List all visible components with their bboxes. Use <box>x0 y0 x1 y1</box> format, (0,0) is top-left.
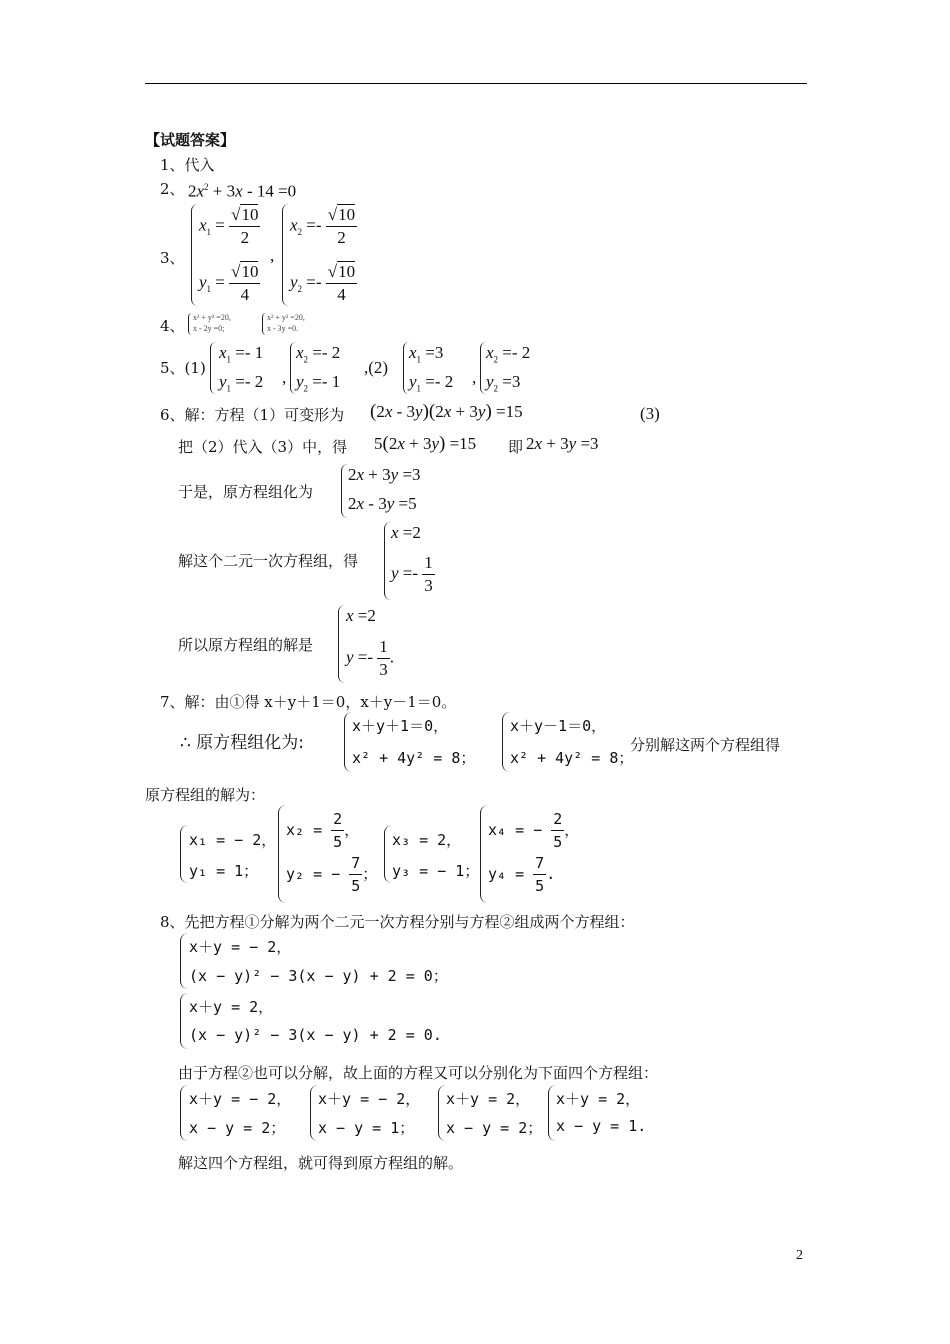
answer-6-intro: 6、解：方程（1）可变形为 <box>160 406 345 424</box>
answer-6-sys1-r1: 2x + 3y =3 <box>348 465 421 484</box>
answer-4-number: 4、 <box>160 317 185 335</box>
answer-3-x1: $x_1$ = $\frac{√10}{2}$ <box>199 205 259 247</box>
answer-8-brace-2 <box>180 993 188 1049</box>
answer-8-mid: 由于方程②也可以分解，故上面的方程又可以分别化为下面四个方程组： <box>178 1064 659 1082</box>
answer-8-s3-r2: x − y = 2； <box>189 1119 286 1137</box>
answer-8-s4-r1: x＋y = − 2， <box>318 1090 421 1108</box>
answer-3-y1: $y_1$ = $\frac{√10}{4}$ <box>199 262 259 304</box>
answer-5-brace-1 <box>210 342 216 394</box>
answer-7-sol2-y: y₂ = − $\frac{7}{5}$ ； <box>286 854 378 895</box>
answer-3-brace-2 <box>282 204 289 306</box>
answer-7-brace-1 <box>344 712 352 772</box>
answer-7-sys2-r2: x² + 4y² = 8； <box>510 749 634 767</box>
answer-8-s3-r1: x＋y = − 2， <box>189 1090 292 1108</box>
answer-8-s5-r2: x − y = 2； <box>446 1119 543 1137</box>
answer-4-brace-1 <box>188 313 192 335</box>
answer-5-mid: ,(2) <box>364 358 389 377</box>
answer-7-sol-brace-2 <box>278 805 286 903</box>
answer-8-brace-6 <box>548 1085 556 1141</box>
answer-6-line2-eq: 5(2x + 3y) =15 <box>374 433 477 454</box>
page-number: 2 <box>796 1248 803 1263</box>
answer-3-comma: , <box>270 246 275 265</box>
answer-6-eq-3: (2x - 3y)(2x + 3y) =15 <box>370 401 523 422</box>
answer-8-sys1-r2: (x − y)² − 3(x − y) + 2 = 0； <box>189 967 448 985</box>
answer-7-intro: 7、解：由①得 x＋y＋1＝0，x＋y－1＝0。 <box>160 693 457 711</box>
answer-6-brace-1 <box>341 464 348 518</box>
answer-4-sys1-row1: x² + y² =20, <box>193 313 231 322</box>
answer-6-line2-text: 把（2）代入（3）中，得 <box>178 438 348 456</box>
answer-6-line4-text: 解这个二元一次方程组，得 <box>178 552 359 570</box>
answer-3-x2: $x_2$ =- $\frac{√10}{2}$ <box>290 205 356 247</box>
answer-8-sys2-r1: x＋y = 2， <box>189 998 274 1016</box>
answer-5-s4-x: $x_2 =- 2$ <box>486 343 531 365</box>
answer-8-s6-r1: x＋y = 2， <box>556 1090 641 1108</box>
answer-4-sys1-row2: x - 2y =0; <box>193 324 225 333</box>
answer-6-line3-text: 于是，原方程组化为 <box>178 483 314 501</box>
answer-7-sys2-r1: x＋y－1＝0， <box>510 717 607 735</box>
answer-5-s1-y: $y_1 =- 2$ <box>219 372 264 394</box>
answer-6-sys3-x: x =2 <box>346 606 376 625</box>
answer-6-brace-2 <box>384 522 391 600</box>
answer-7-sol1-y: y₁ = 1； <box>189 862 259 880</box>
answer-8-s5-r1: x＋y = 2， <box>446 1090 531 1108</box>
answer-6-sys1-r2: 2x - 3y =5 <box>348 494 417 513</box>
answer-6-label-3: (3) <box>640 404 660 423</box>
answer-8-s6-r2: x − y = 1. <box>556 1117 647 1135</box>
answer-8-sys1-r1: x＋y = − 2， <box>189 938 292 956</box>
answer-8-end: 解这四个方程组，就可得到原方程组的解。 <box>178 1154 464 1172</box>
answer-7-sol4-x: x₄ = − $\frac{2}{5}$ ， <box>488 810 580 851</box>
answer-7-sol-brace-4 <box>480 805 488 903</box>
answer-6-sys2-y: y =- $\frac{1}{3}$ <box>391 553 433 595</box>
answer-5-s3-x: $x_1 =3$ <box>409 343 444 365</box>
answer-6-line2-mid: 即 <box>508 438 524 456</box>
answer-5-s4-y: $y_2 =3$ <box>486 372 521 394</box>
answer-3-brace-1 <box>191 204 198 306</box>
answer-7-sol-brace-3 <box>384 825 392 883</box>
answer-7-sol3-x: x₃ = 2， <box>392 831 462 849</box>
answer-3-y2: $y_2$ =- $\frac{√10}{4}$ <box>290 262 356 304</box>
answer-1: 1、代入 <box>160 156 215 174</box>
answer-4-sys2-row1: x² + y² =20, <box>267 313 305 322</box>
answer-5-s2-y: $y_2 =- 1$ <box>296 372 341 394</box>
answer-7-sol3-y: y₃ = − 1； <box>392 862 480 880</box>
answer-6-brace-3 <box>338 605 345 683</box>
answer-6-line2-eq2: 2x + 3y =3 <box>526 434 599 453</box>
answer-8-brace-4 <box>310 1085 318 1141</box>
answer-6-sys2-x: x =2 <box>391 523 421 542</box>
answer-7-sol-brace-1 <box>180 825 188 883</box>
answer-5-s2-x: $x_2 =- 2$ <box>296 343 341 365</box>
answer-7-after: 分别解这两个方程组得 <box>630 736 781 754</box>
answer-7-sol2-x: x₂ = $\frac{2}{5}$ ， <box>286 810 360 851</box>
answer-6-sys3-y: y =- $\frac{1}{3}$ . <box>346 637 395 679</box>
answer-7-sys1-r2: x² + 4y² = 8； <box>352 749 476 767</box>
answer-7-sol1-x: x₁ = − 2， <box>189 831 277 849</box>
section-title: 【试题答案】 <box>145 131 236 149</box>
answer-7-line2: 原方程组的解为： <box>145 786 266 804</box>
answer-2-equation: $2x^2 + 3x - 14 =0$ <box>188 181 297 201</box>
answer-5-comma-1: , <box>282 368 287 387</box>
answer-4-sys2-row2: x - 3y =0. <box>267 324 299 333</box>
answer-8-s4-r2: x − y = 1； <box>318 1119 415 1137</box>
answer-5-s1-x: $x_1 =- 1$ <box>219 343 264 365</box>
answer-8-brace-5 <box>438 1085 446 1141</box>
header-rule <box>145 83 807 84</box>
answer-8-brace-1 <box>180 933 188 989</box>
answer-6-line5-text: 所以原方程组的解是 <box>178 636 314 654</box>
answer-8-intro: 8、先把方程①分解为两个二元一次方程分别与方程②组成两个方程组： <box>160 913 635 931</box>
answer-7-brace-2 <box>502 712 510 772</box>
answer-5-number: 5、(1) <box>160 359 206 377</box>
answer-5-s3-y: $y_1 =- 2$ <box>409 372 454 394</box>
answer-4-brace-2 <box>262 313 266 335</box>
answer-7-prefix: ∴ 原方程组化为: <box>180 733 304 753</box>
answer-8-brace-3 <box>180 1085 188 1141</box>
answer-8-sys2-r2: (x − y)² − 3(x − y) + 2 = 0. <box>189 1026 442 1044</box>
answer-7-sol4-y: y₄ = $\frac{7}{5}$ . <box>488 854 556 895</box>
answer-2-number: 2、 <box>160 180 185 198</box>
answer-7-sys1-r1: x＋y＋1＝0， <box>352 717 449 735</box>
answer-5-comma-2: , <box>472 368 477 387</box>
answer-3-number: 3、 <box>160 249 185 267</box>
